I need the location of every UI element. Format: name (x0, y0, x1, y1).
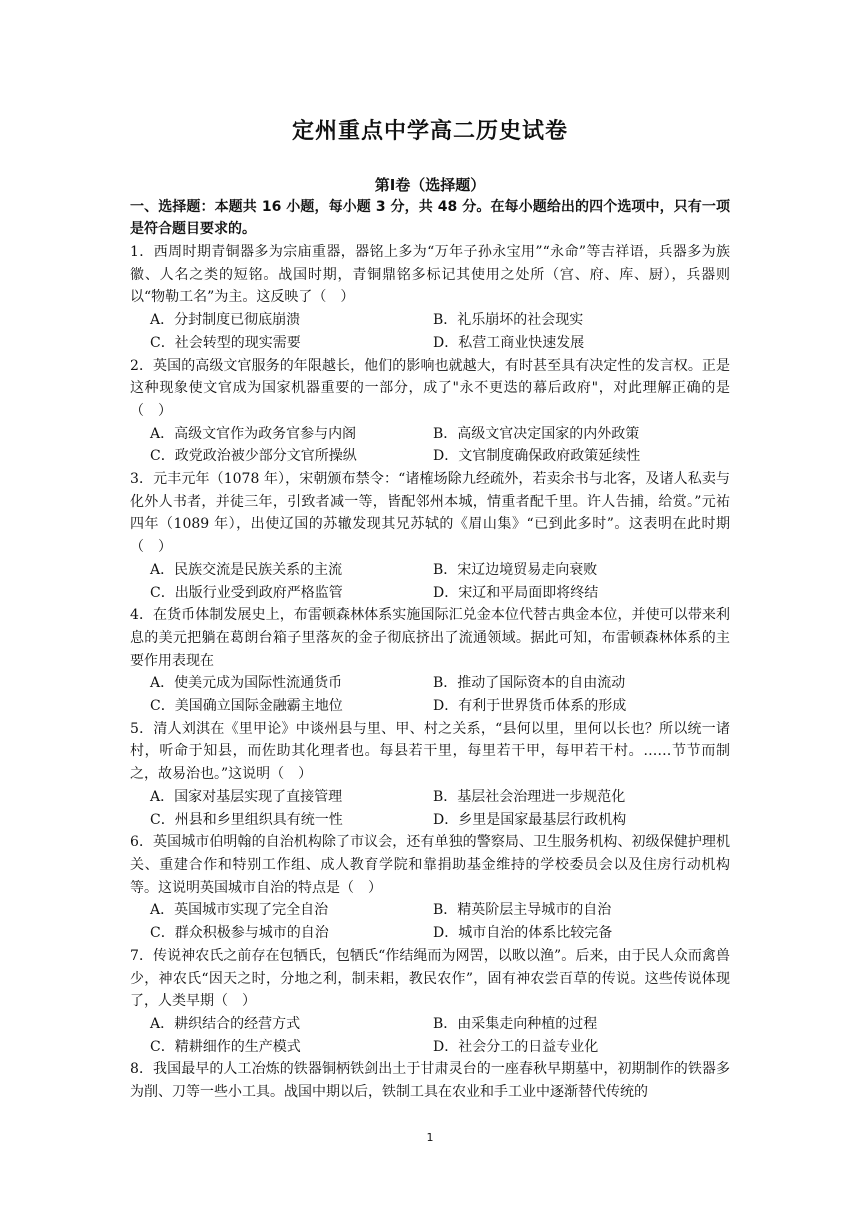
question-7 (130, 945, 730, 1059)
option-b: B．由采集走向种植的过程 (433, 1015, 598, 1032)
option-list (130, 899, 730, 944)
section-heading: 一、选择题：本题共 16 小题，每小题 3 分，共 48 分。在每小题给出的四个选项中，只有一项是符合题目要求的。 (130, 199, 730, 237)
question-stem: 2．英国的高级文官服务的年限越长，他们的影响也就越大，有时甚至具有决定性的发言权。正是这种现象使文官成为国家机器重要的一部分，成了"永不更迭的幕后政府"，对此理解正确的是（ ） (130, 357, 730, 419)
option-c: C．出版行业受到政府严格监管 (150, 584, 343, 601)
option-a: A．高级文官作为政务官参与内阁 (150, 425, 357, 442)
option-c: C．社会转型的现实需要 (150, 334, 301, 351)
option-d: D．有利于世界货币体系的形成 (433, 698, 627, 715)
option-c: C．精耕细作的生产模式 (150, 1038, 301, 1055)
option-b: B．基层社会治理进一步规范化 (433, 788, 626, 805)
option-list (130, 559, 730, 604)
question-stem: 3．元丰元年（1078 年），宋朝颁布禁令：“诸榷场除九经疏外，若卖余书与北客，及诸人私卖与化外人书者，并徒三年，引致者减一等，皆配邻州本城，情重者配千里。许人告捕，给赏。”元祐四年（1089 年），出使辽国的苏辙发现其兄苏轼的《眉山集》“已到此多时”。这表明在此时期（ ） (130, 471, 730, 556)
question-3 (130, 468, 730, 604)
option-d: D．乡里是国家最基层行政机构 (433, 811, 627, 828)
question-6 (130, 831, 730, 945)
question-stem: 6．英国城市伯明翰的自治机构除了市议会，还有单独的警察局、卫生服务机构、初级保健护理机关、重建合作和特别工作组、成人教育学院和靠捐助基金维持的学校委员会以及住房行动机构等。这说明英国城市自治的特点是（ ） (130, 834, 730, 896)
question-list (130, 241, 730, 1104)
option-list (130, 1013, 730, 1058)
option-a: A．英国城市实现了完全自治 (150, 902, 329, 919)
option-b: B．推动了国际资本的自由流动 (433, 675, 626, 692)
option-b: B．精英阶层主导城市的自治 (433, 902, 612, 919)
question-4 (130, 604, 730, 718)
page-number: 1 (426, 1131, 434, 1144)
option-d: D．私营工商业快速发展 (433, 334, 585, 351)
option-a: A．国家对基层实现了直接管理 (150, 788, 343, 805)
option-c: C．政党政治被少部分文官所操纵 (150, 448, 357, 465)
exam-title: 定州重点中学高二历史试卷 (291, 119, 568, 144)
option-b: B．礼乐崩坏的社会现实 (433, 312, 584, 329)
question-stem: 7．传说神农氏之前存在包牺氏，包牺氏“作结绳而为网罟，以畋以渔”。后来，由于民人众而禽兽少，神农氏“因天之时，分地之利，制耒耜，教民农作”，固有神农尝百草的传说。这些传说体现了，人类早期（ ） (130, 947, 730, 1010)
option-d: D．宋辽和平局面即将终结 (433, 584, 599, 601)
option-d: D．社会分工的日益专业化 (433, 1038, 599, 1055)
option-list (130, 423, 730, 468)
option-a: A．耕织结合的经营方式 (150, 1015, 301, 1032)
option-c: C．美国确立国际金融霸主地位 (150, 698, 343, 715)
question-1 (130, 241, 730, 355)
question-stem: 5．清人刘淇在《里甲论》中谈州县与里、甲、村之关系，“县何以里，里何以长也？所以统一诸村，听命于知县，而佐助其化理者也。每县若干里，每里若干甲，每甲若干村。……节节而制之，故易治也。”这说明（ ） (130, 720, 730, 783)
part-title: 第Ⅰ卷（选择题） (374, 176, 486, 194)
option-b: B．宋辽边境贸易走向衰败 (433, 561, 598, 578)
option-b: B．高级文官决定国家的内外政策 (433, 425, 640, 442)
option-a: A．民族交流是民族关系的主流 (150, 561, 343, 578)
question-stem: 4．在货币体制发展史上，布雷顿森林体系实施国际汇兑金本位代替古典金本位，并使可以带来利息的美元把躺在葛朗台箱子里落灰的金子彻底挤出了流通领域。据此可知，布雷顿森林体系的主要作用表现在 (130, 607, 730, 669)
option-c: C．州县和乡里组织具有统一性 (150, 811, 343, 828)
option-list (130, 786, 730, 831)
option-d: D．文官制度确保政府政策延续性 (433, 448, 641, 465)
question-8 (130, 1058, 730, 1103)
option-d: D．城市自治的体系比较完备 (433, 925, 613, 942)
question-stem: 8．我国最早的人工冶炼的铁器铜柄铁剑出土于甘肃灵台的一座春秋早期墓中，初期制作的铁器多为削、刀等一些小工具。战国中期以后，铁制工具在农业和手工业中逐渐替代传统的 (130, 1061, 730, 1101)
option-list (130, 309, 730, 354)
question-5 (130, 718, 730, 832)
option-c: C．群众积极参与城市的自治 (150, 925, 329, 942)
option-list (130, 672, 730, 717)
question-stem: 1．西周时期青铜器多为宗庙重器，器铭上多为“万年子孙永宝用”“永命”等吉祥语，兵器多为族徽、人名之类的短铭。战国时期，青铜鼎铭多标记其使用之处所（宫、府、库、厨），兵器则以“物勒工名”为主。这反映了（ ） (130, 244, 730, 306)
option-a: A．使美元成为国际性流通货币 (150, 675, 343, 692)
option-a: A．分封制度已彻底崩溃 (150, 312, 301, 329)
question-2 (130, 355, 730, 469)
